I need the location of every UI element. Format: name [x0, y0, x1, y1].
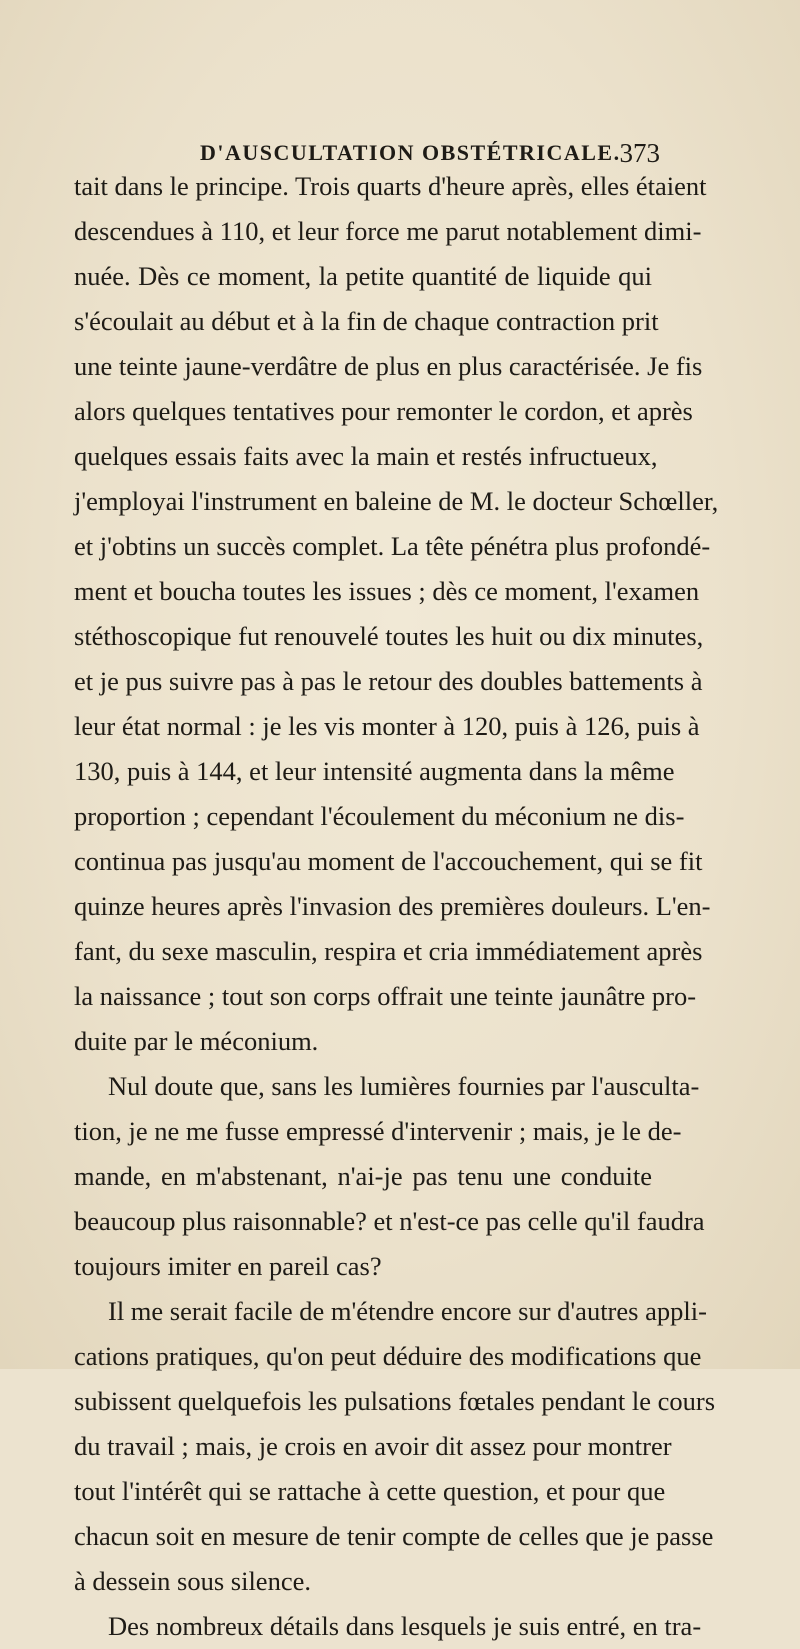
text-line: quinze heures après l'invasion des premières douleurs. L'en- — [74, 891, 711, 921]
text-line: continua pas jusqu'au moment de l'accouchement, qui se fit — [74, 846, 703, 876]
paragraph-start-line: Nul doute que, sans les lumières fournies par l'ausculta- — [108, 1071, 700, 1101]
paragraph-end-line: à dessein sous silence. — [74, 1566, 311, 1596]
text-line: proportion ; cependant l'écoulement du méconium ne dis- — [74, 801, 685, 831]
text-line: alors quelques tentatives pour remonter le cordon, et après — [74, 396, 693, 426]
text-line: ment et boucha toutes les issues ; dès ce moment, l'examen — [74, 576, 700, 606]
text-line: nuée. Dès ce moment, la petite quantité de liquide qui — [74, 261, 652, 291]
text-line: mande, en m'abstenant, n'ai-je pas tenu une conduite — [74, 1161, 652, 1191]
paragraph-start-line: Des nombreux détails dans lesquels je suis entré, en tra- — [108, 1611, 702, 1641]
text-line: fant, du sexe masculin, respira et cria immédiatement après — [74, 936, 703, 966]
text-line: la naissance ; tout son corps offrait une teinte jaunâtre pro- — [74, 981, 697, 1011]
text-line: descendues à 110, et leur force me parut notablement dimi- — [74, 216, 702, 246]
text-line: subissent quelquefois les pulsations fœtales pendant le cours — [74, 1386, 716, 1416]
text-line: et j'obtins un succès complet. La tête pénétra plus profondé- — [74, 531, 711, 561]
paragraph-end-line: duite par le méconium. — [74, 1026, 319, 1056]
text-line: leur état normal : je les vis monter à 120, puis à 126, puis à — [74, 711, 700, 741]
text-line: j'employai l'instrument en baleine de M. le docteur Schœller, — [74, 486, 719, 516]
text-line: 130, puis à 144, et leur intensité augmenta dans la même — [74, 756, 675, 786]
text-line: chacun soit en mesure de tenir compte de celles que je passe — [74, 1521, 714, 1551]
text-line: beaucoup plus raisonnable? et n'est-ce pas celle qu'il faudra — [74, 1206, 705, 1236]
body-text — [74, 164, 719, 1649]
text-line: et je pus suivre pas à pas le retour des doubles battements à — [74, 666, 703, 696]
text-line: cations pratiques, qu'on peut déduire des modifications que — [74, 1341, 702, 1371]
paragraph-end-line: toujours imiter en pareil cas? — [74, 1251, 382, 1281]
text-line: s'écoulait au début et à la fin de chaque contraction prit — [74, 306, 659, 336]
paragraph-start-line: Il me serait facile de m'étendre encore sur d'autres appli- — [108, 1296, 707, 1326]
page-number: 373 — [619, 138, 660, 168]
text-line: tait dans le principe. Trois quarts d'heure après, elles étaient — [74, 171, 707, 201]
text-line: tion, je ne me fusse empressé d'intervenir ; mais, je le de- — [74, 1116, 682, 1146]
text-line: tout l'intérêt qui se rattache à cette question, et pour que — [74, 1476, 666, 1506]
text-line: quelques essais faits avec la main et restés infructueux, — [74, 441, 658, 471]
text-line: une teinte jaune-verdâtre de plus en plus caractérisée. Je fis — [74, 351, 703, 381]
text-line: stéthoscopique fut renouvelé toutes les huit ou dix minutes, — [74, 621, 704, 651]
running-title: D'AUSCULTATION OBSTÉTRICALE. — [200, 140, 621, 165]
text-line: du travail ; mais, je crois en avoir dit assez pour montrer — [74, 1431, 672, 1461]
